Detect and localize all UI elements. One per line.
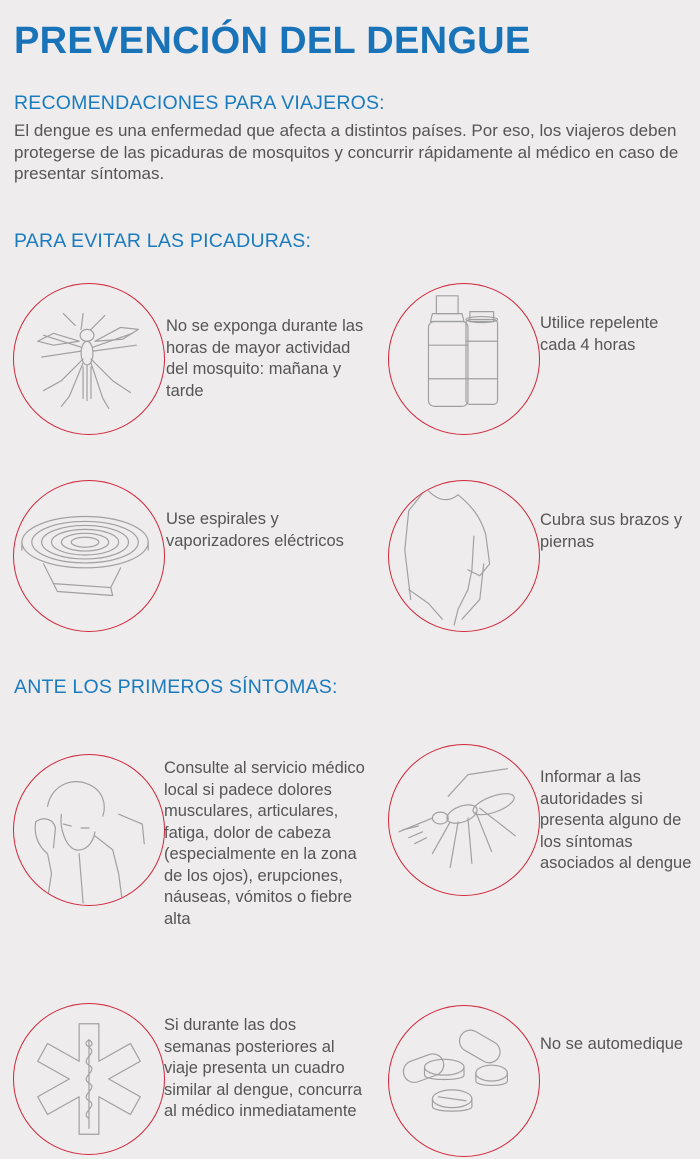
shirt-icon [388,480,540,632]
section-heading-viajeros: RECOMENDACIONES PARA VIAJEROS: [14,92,385,114]
coil-icon [13,480,165,632]
tip-text-cubrir: Cubra sus brazos y piernas [540,511,683,551]
tip-text-horarios: No se exponga durante las horas de mayor actividad del mosquito: mañana y tarde [166,317,364,400]
intro-text: El dengue es una enfermedad que afecta a distintos países. Por eso, los viajeros deben protegerse de las picaduras de mosquitos y concurrir rápidamente al médico en caso de presentar síntomas. [14,121,679,183]
section-heading-sintomas: ANTE LOS PRIMEROS SÍNTOMAS: [14,676,338,698]
tip-text-dos-semanas: Si durante las dos semanas posteriores al viaje presenta un cuadro similar al dengue, concurra al médico inmediatamente [164,1016,363,1120]
page-title: PREVENCIÓN DEL DENGUE [14,20,531,62]
tip-text-informar: Informar a las autoridades si presenta alguno de los síntomas asociados al dengue [540,768,692,872]
tip-text-consulte: Consulte al servicio médico local si padece dolores musculares, articulares, fatiga, dolor de cabeza (especialmente en la zona de los ojos), erupciones, náuseas, vómitos o fiebre alta [164,759,365,928]
tip-text-repelente: Utilice repelente cada 4 horas [540,314,659,354]
sick-person-icon [13,754,165,906]
tip-text-automedicacion: No se automedique [540,1035,684,1053]
mosquito-icon [13,283,165,435]
medical-star-icon [13,1003,165,1155]
repellent-icon [388,283,540,435]
pills-icon [388,1005,540,1157]
mosquito-bite-icon [388,744,540,896]
section-heading-picaduras: PARA EVITAR LAS PICADURAS: [14,230,312,252]
tip-text-espirales: Use espirales y vaporizadores eléctricos [166,510,344,550]
